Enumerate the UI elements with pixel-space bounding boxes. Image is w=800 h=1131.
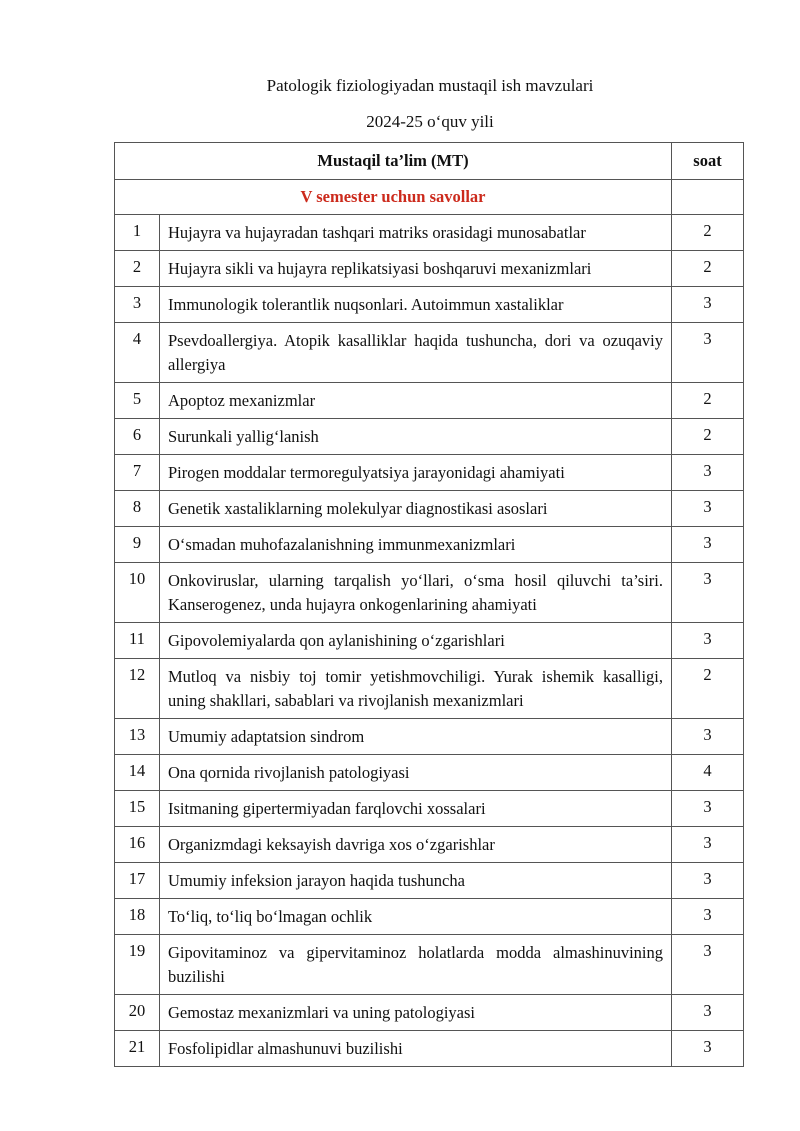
row-topic: Isitmaning gipertermiyadan farqlovchi xossalari (160, 791, 672, 827)
row-hours: 3 (672, 863, 744, 899)
table-row (115, 1031, 744, 1067)
academic-year: 2024-25 o‘quv yili (366, 112, 494, 131)
row-number: 16 (115, 827, 160, 863)
row-hours: 2 (672, 251, 744, 287)
document-title: Patologik fiziologiyadan mustaqil ish mavzulari (266, 76, 594, 95)
row-hours: 2 (672, 215, 744, 251)
row-number: 18 (115, 899, 160, 935)
topics-table (114, 142, 744, 1067)
row-hours: 3 (672, 527, 744, 563)
row-hours: 2 (672, 383, 744, 419)
row-hours: 3 (672, 899, 744, 935)
row-topic: Hujayra sikli va hujayra replikatsiyasi boshqaruvi mexanizmlari (160, 251, 672, 287)
row-number: 8 (115, 491, 160, 527)
row-topic: O‘smadan muhofazalanishning immunmexanizmlari (160, 527, 672, 563)
table-row (115, 719, 744, 755)
table-row (115, 323, 744, 383)
row-topic: Organizmdagi keksayish davriga xos o‘zgarishlar (160, 827, 672, 863)
row-hours: 3 (672, 287, 744, 323)
row-topic: To‘liq, to‘liq bo‘lmagan ochlik (160, 899, 672, 935)
row-number: 15 (115, 791, 160, 827)
row-number: 13 (115, 719, 160, 755)
row-hours: 4 (672, 755, 744, 791)
table-row (115, 935, 744, 995)
table-row (115, 383, 744, 419)
table-row (115, 899, 744, 935)
row-number: 11 (115, 623, 160, 659)
row-number: 2 (115, 251, 160, 287)
row-topic: Umumiy infeksion jarayon haqida tushuncha (160, 863, 672, 899)
row-topic: Umumiy adaptatsion sindrom (160, 719, 672, 755)
table-row (115, 251, 744, 287)
semester-label: V semester uchun savollar (115, 180, 672, 215)
row-number: 7 (115, 455, 160, 491)
row-hours: 3 (672, 995, 744, 1031)
row-number: 4 (115, 323, 160, 383)
row-topic: Apoptoz mexanizmlar (160, 383, 672, 419)
row-number: 19 (115, 935, 160, 995)
row-hours: 2 (672, 419, 744, 455)
table-row (115, 659, 744, 719)
row-hours: 2 (672, 659, 744, 719)
row-number: 12 (115, 659, 160, 719)
row-hours: 3 (672, 935, 744, 995)
table-row (115, 491, 744, 527)
row-topic: Fosfolipidlar almashunuvi buzilishi (160, 1031, 672, 1067)
row-number: 20 (115, 995, 160, 1031)
row-number: 3 (115, 287, 160, 323)
row-topic: Mutloq va nisbiy toj tomir yetishmovchiligi. Yurak ishemik kasalligi, uning shakllari, sabablari va rivojlanish mexanizmlari (160, 659, 672, 719)
table-row (115, 287, 744, 323)
semester-hours-cell (672, 180, 744, 215)
row-topic: Pirogen moddalar termoregulyatsiya jarayonidagi ahamiyati (160, 455, 672, 491)
row-hours: 3 (672, 623, 744, 659)
row-number: 9 (115, 527, 160, 563)
row-hours: 3 (672, 491, 744, 527)
row-number: 10 (115, 563, 160, 623)
row-number: 6 (115, 419, 160, 455)
table-row (115, 791, 744, 827)
header-topic: Mustaqil ta’lim (MT) (115, 143, 672, 180)
row-topic: Gipovitaminoz va gipervitaminoz holatlarda modda almashinuvining buzilishi (160, 935, 672, 995)
table-row (115, 995, 744, 1031)
row-hours: 3 (672, 1031, 744, 1067)
row-topic: Onkoviruslar, ularning tarqalish yo‘llari, o‘sma hosil qiluvchi ta’siri. Kanserogenez, unda hujayra onkogenlarining ahamiyati (160, 563, 672, 623)
table-row (115, 419, 744, 455)
table-row (115, 827, 744, 863)
row-hours: 3 (672, 323, 744, 383)
table-row (115, 623, 744, 659)
table-row (115, 527, 744, 563)
row-hours: 3 (672, 791, 744, 827)
row-hours: 3 (672, 719, 744, 755)
row-number: 1 (115, 215, 160, 251)
row-hours: 3 (672, 563, 744, 623)
row-number: 21 (115, 1031, 160, 1067)
row-hours: 3 (672, 827, 744, 863)
table-row (115, 563, 744, 623)
row-topic: Gipovolemiyalarda qon aylanishining o‘zgarishlari (160, 623, 672, 659)
row-topic: Hujayra va hujayradan tashqari matriks orasidagi munosabatlar (160, 215, 672, 251)
header-hours: soat (672, 143, 744, 180)
table-row (115, 215, 744, 251)
row-number: 5 (115, 383, 160, 419)
table-row (115, 863, 744, 899)
row-topic: Ona qornida rivojlanish patologiyasi (160, 755, 672, 791)
row-topic: Immunologik tolerantlik nuqsonlari. Autoimmun xastaliklar (160, 287, 672, 323)
row-topic: Psevdoallergiya. Atopik kasalliklar haqida tushuncha, dori va ozuqaviy allergiya (160, 323, 672, 383)
table-row (115, 455, 744, 491)
row-topic: Gemostaz mexanizmlari va uning patologiyasi (160, 995, 672, 1031)
row-topic: Genetik xastaliklarning molekulyar diagnostikasi asoslari (160, 491, 672, 527)
row-number: 14 (115, 755, 160, 791)
table-row (115, 755, 744, 791)
row-number: 17 (115, 863, 160, 899)
row-hours: 3 (672, 455, 744, 491)
row-topic: Surunkali yallig‘lanish (160, 419, 672, 455)
